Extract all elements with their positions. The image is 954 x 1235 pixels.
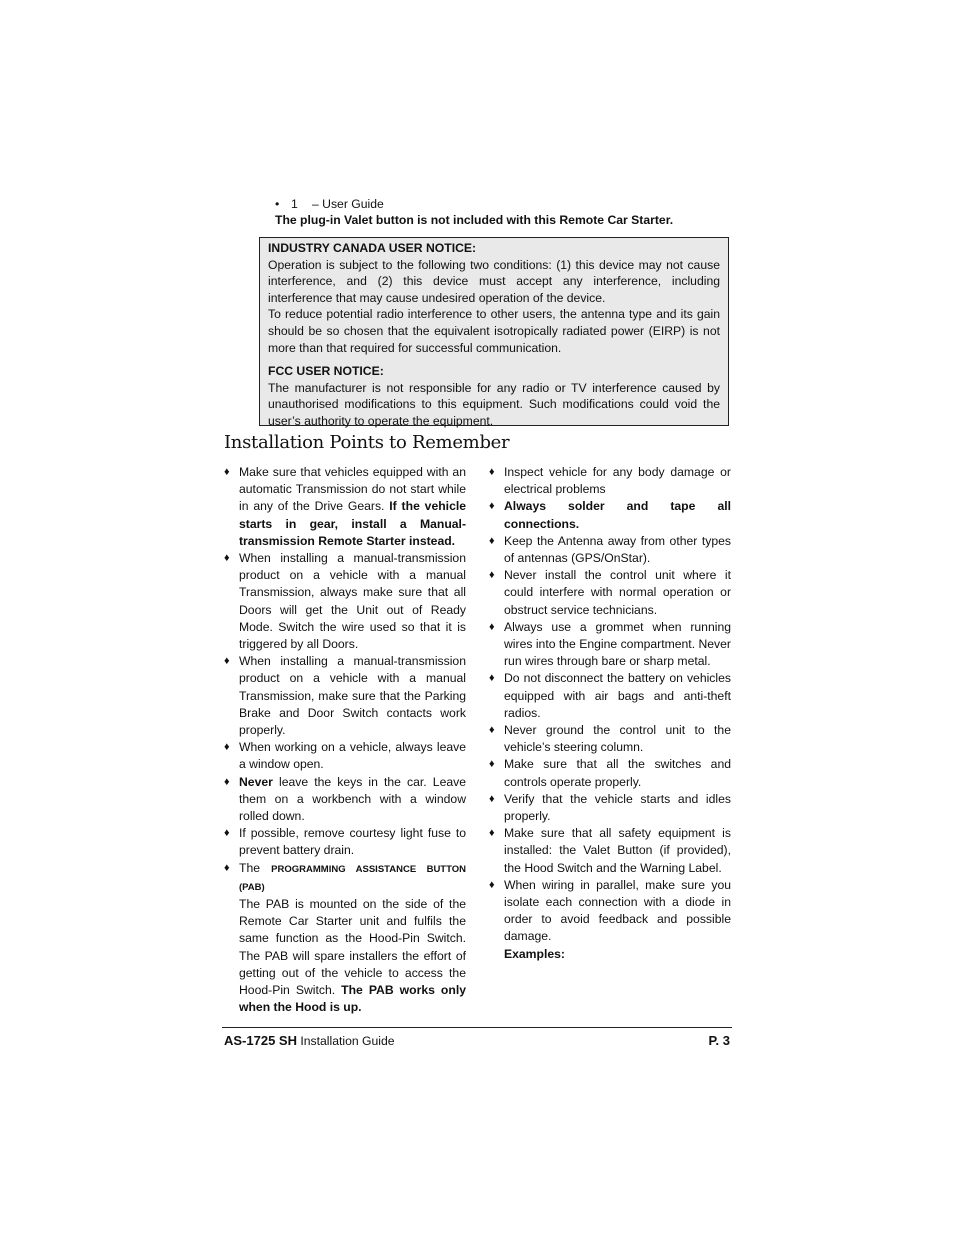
diamond-bullet-icon: ♦ <box>489 672 495 685</box>
fcc-title: FCC USER NOTICE: <box>268 364 384 379</box>
industry-canada-paragraph-1: Operation is subject to the following two conditions: (1) this device may not cause interference, and (2) this device must accept any interference, including interference that may cause undesired operation of the device. <box>268 257 720 305</box>
list-item: ♦ Never ground the control unit to the vehicle’s steering column. <box>489 723 731 755</box>
right-column <box>489 464 731 963</box>
list-item: ♦ When installing a manual-transmission product on a vehicle with a manual Transmission, always make sure that all Doors will get the Unit out of Ready Mode. Switch the wire used so that it is triggered by all Doors. <box>224 551 466 652</box>
diamond-bullet-icon: ♦ <box>489 878 495 891</box>
diamond-bullet-icon: ♦ <box>489 500 495 513</box>
list-item: ♦ Never leave the keys in the car. Leave them on a workbench with a window rolled down. <box>224 774 466 824</box>
footer-divider <box>222 1027 732 1028</box>
fcc-paragraph: The manufacturer is not responsible for any radio or TV interference caused by unauthorised modifications to this equipment. Such modifications could void the user’s authority to operate the equipment. <box>268 380 720 428</box>
list-item: ♦ Do not disconnect the battery on vehicles equipped with air bags and anti-theft radios. <box>489 671 731 720</box>
list-item: ♦ Keep the Antenna away from other types of antennas (GPS/OnStar). <box>489 533 731 566</box>
list-item: ♦ Never install the control unit where it could interfere with normal operation or obstruct service technicians. <box>489 568 731 617</box>
list-item: ♦ Always use a grommet when running wires into the Engine compartment. Never run wires through bare or sharp metal. <box>489 619 731 669</box>
contents-list-item <box>275 196 384 212</box>
bullet-dot: • <box>275 197 280 211</box>
diamond-bullet-icon: ♦ <box>224 741 230 754</box>
diamond-bullet-icon: ♦ <box>489 758 495 771</box>
examples-label: Examples: <box>504 946 565 961</box>
left-column <box>224 464 466 1017</box>
page-number: P. 3 <box>708 1033 730 1048</box>
list-item: ♦ If possible, remove courtesy light fuse to prevent battery drain. <box>224 826 466 858</box>
industry-canada-title: INDUSTRY CANADA USER NOTICE: <box>268 241 477 255</box>
diamond-bullet-icon: ♦ <box>224 861 230 874</box>
diamond-bullet-icon: ♦ <box>489 569 495 582</box>
diamond-bullet-icon: ♦ <box>224 466 230 478</box>
list-item: ♦ When installing a manual-transmission product on a vehicle with a manual Transmission, make sure that the Parking Brake and Door Switch contacts work properly. <box>224 654 466 738</box>
list-item: ♦ Verify that the vehicle starts and idles properly. <box>489 791 731 824</box>
diamond-bullet-icon: ♦ <box>224 827 230 840</box>
regulatory-notice-box <box>259 237 729 426</box>
footer-title <box>224 1033 395 1049</box>
diamond-bullet-icon: ♦ <box>489 466 495 478</box>
valet-button-note: The plug-in Valet button is not included with this Remote Car Starter. <box>275 213 674 227</box>
diamond-bullet-icon: ♦ <box>224 655 230 668</box>
diamond-bullet-icon: ♦ <box>224 552 230 565</box>
industry-canada-paragraph-2: To reduce potential radio interference to other users, the antenna type and its gain should be so chosen that the equivalent isotropically radiated power (EIRP) is not more than that required for successful communication. <box>268 307 720 355</box>
list-item: ♦ The PROGRAMMING ASSISTANCE BUTTON (PAB) The PAB is mounted on the side of the Remote Car Starter unit and fulfils the same function as the Hood-Pin Switch. The PAB will spare installers the effort of getting out of the vehicle to access the Hood-Pin Switch. The PAB works only when the Hood is up. <box>224 860 466 1015</box>
list-item: ♦ When working on a vehicle, always leave a window open. <box>224 740 466 772</box>
model-number: AS-1725 SH <box>224 1033 297 1048</box>
diamond-bullet-icon: ♦ <box>489 792 495 805</box>
list-item: ♦ Make sure that vehicles equipped with an automatic Transmission do not start while in any of the Drive Gears. If the vehicle starts in gear, install a Manual-transmission Remote Starter instead. <box>224 465 467 548</box>
item-quantity: 1 <box>291 197 298 211</box>
guide-label: Installation Guide <box>300 1034 395 1048</box>
list-item: ♦ Make sure that all the switches and controls operate properly. <box>489 757 731 789</box>
list-item: ♦ When wiring in parallel, make sure you isolate each connection with a diode in order to avoid feedback and possible damage. <box>489 877 731 944</box>
diamond-bullet-icon: ♦ <box>489 534 495 547</box>
list-item: ♦ Always solder and tape all connections. <box>489 499 731 531</box>
section-title: Installation Points to Remember <box>224 432 510 453</box>
list-item: ♦ Inspect vehicle for any body damage or electrical problems <box>489 465 731 497</box>
diamond-bullet-icon: ♦ <box>224 775 230 788</box>
diamond-bullet-icon: ♦ <box>489 620 495 633</box>
item-name: – User Guide <box>312 197 384 211</box>
diamond-bullet-icon: ♦ <box>489 827 495 840</box>
list-item: ♦ Make sure that all safety equipment is installed: the Valet Button (if provided), the Hood Switch and the Warning Label. <box>489 826 731 875</box>
diamond-bullet-icon: ♦ <box>489 724 495 737</box>
